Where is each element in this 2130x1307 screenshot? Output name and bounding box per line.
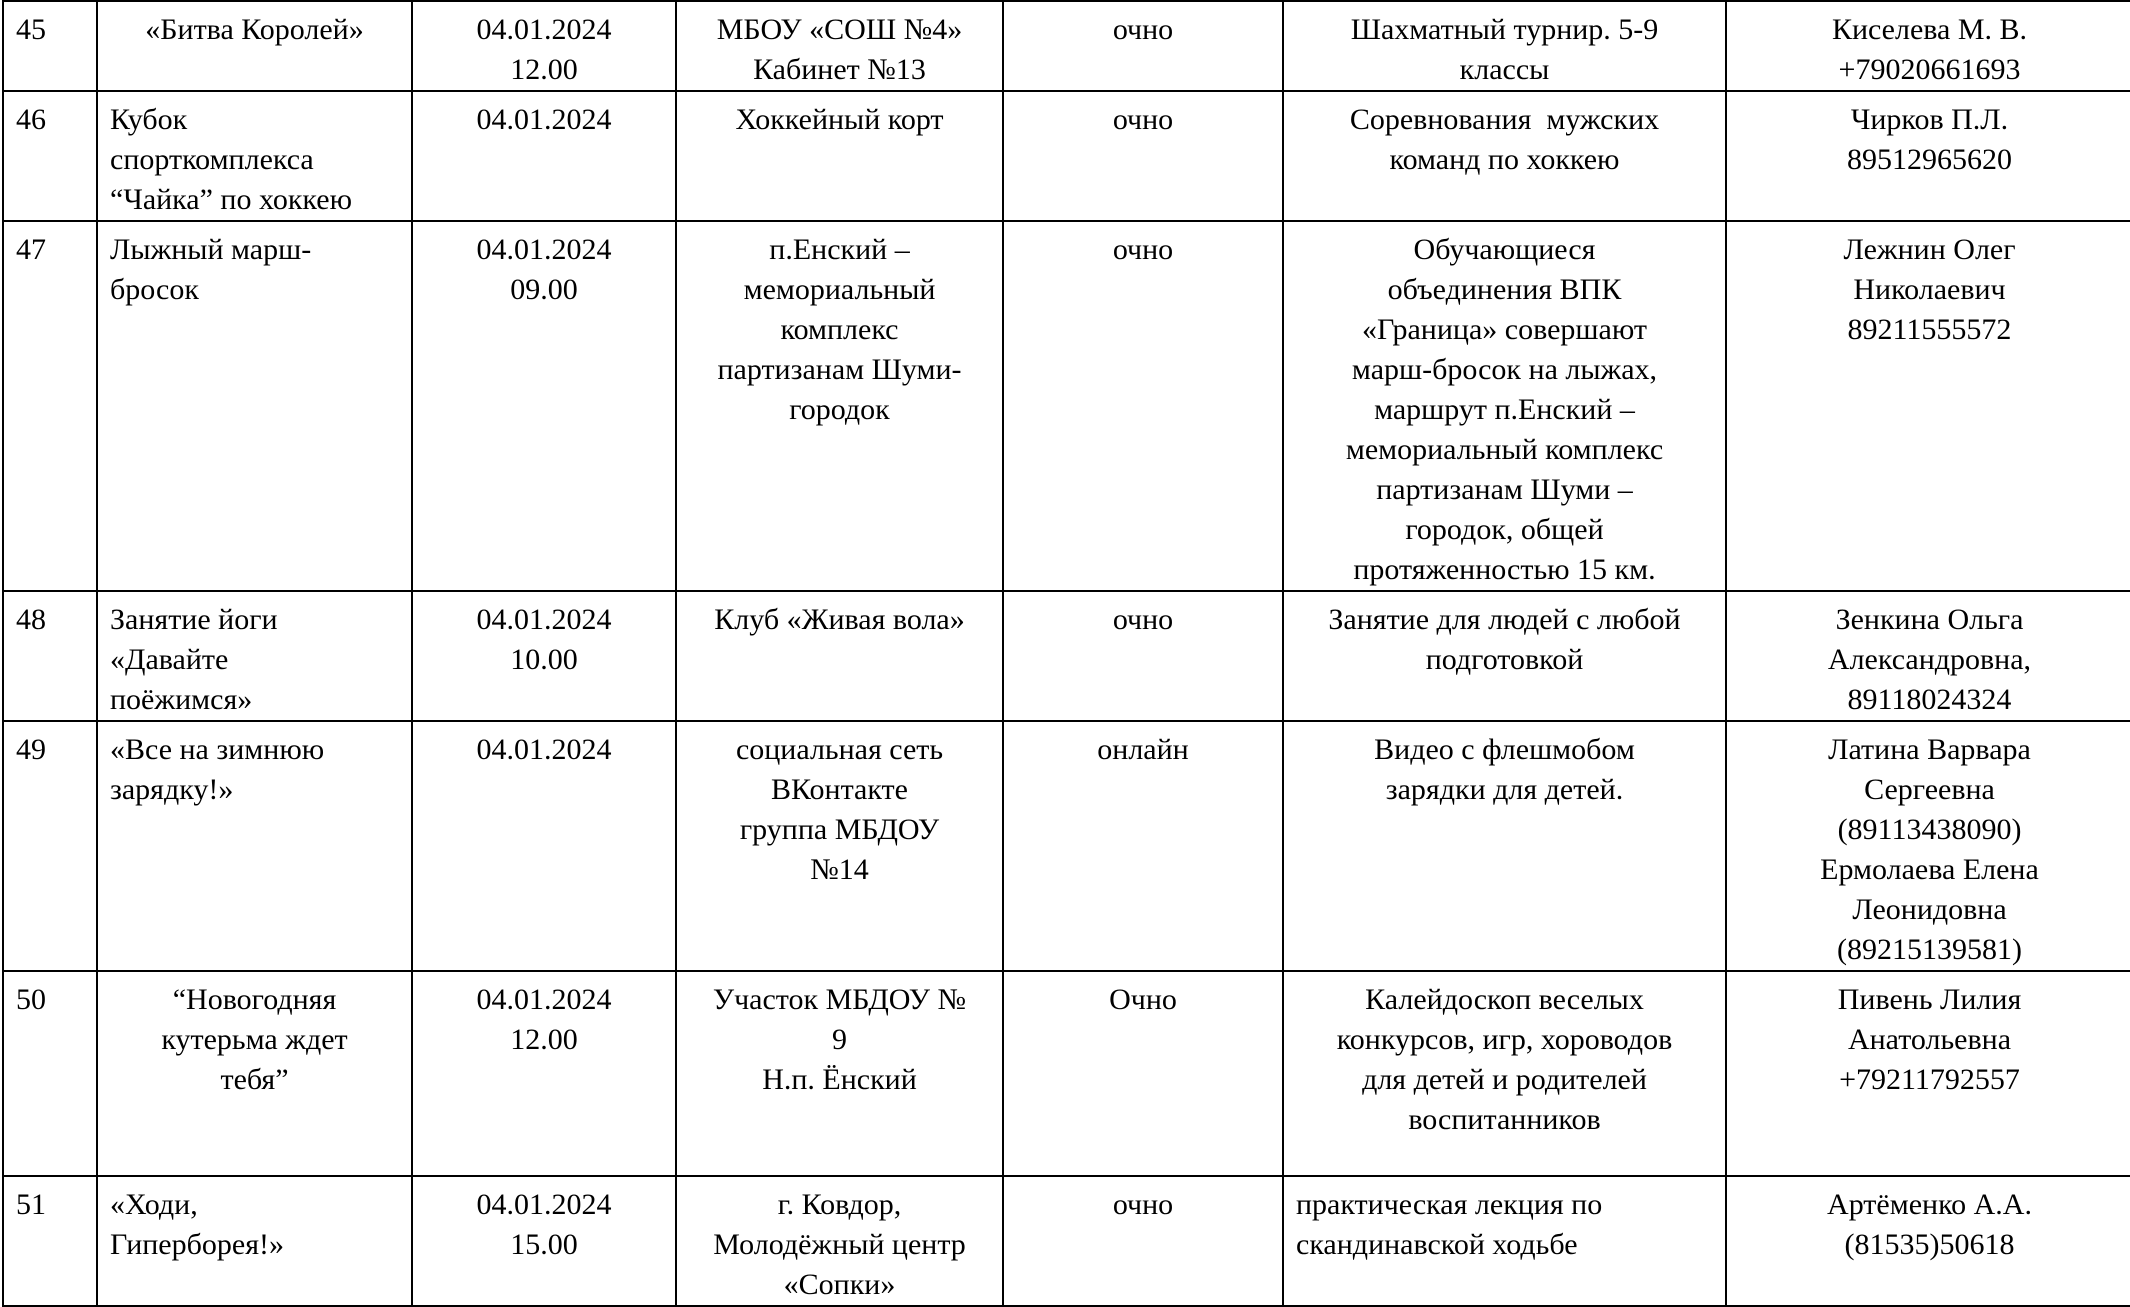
event-name: Кубок спорткомплекса “Чайка” по хоккею xyxy=(97,91,412,221)
event-place: Клуб «Живая вола» xyxy=(676,591,1003,721)
event-name: “Новогодняя кутерьма ждет тебя” xyxy=(97,971,412,1176)
event-date: 04.01.2024 xyxy=(412,721,676,971)
event-place: г. Ковдор, Молодёжный центр «Сопки» xyxy=(676,1176,1003,1306)
event-name: «Битва Королей» xyxy=(97,1,412,91)
event-description: Занятие для людей с любой подготовкой xyxy=(1283,591,1726,721)
table-row xyxy=(3,1176,2130,1306)
event-contact: Артёменко А.А. (81535)50618 xyxy=(1726,1176,2130,1306)
event-date: 04.01.2024 10.00 xyxy=(412,591,676,721)
event-place: социальная сеть ВКонтакте группа МБДОУ №14 xyxy=(676,721,1003,971)
event-number: 47 xyxy=(3,221,97,591)
event-date: 04.01.2024 09.00 xyxy=(412,221,676,591)
event-description: Шахматный турнир. 5-9 классы xyxy=(1283,1,1726,91)
event-date: 04.01.2024 12.00 xyxy=(412,1,676,91)
event-name: «Ходи, Гиперборея!» xyxy=(97,1176,412,1306)
event-place: п.Енский – мемориальный комплекс партизанам Шуми- городок xyxy=(676,221,1003,591)
table-row xyxy=(3,721,2130,971)
event-description: Калейдоскоп веселых конкурсов, игр, хороводов для детей и родителей воспитанников xyxy=(1283,971,1726,1176)
event-description: практическая лекция по скандинавской ходьбе xyxy=(1283,1176,1726,1306)
table-row xyxy=(3,971,2130,1176)
event-description: Видео с флешмобом зарядки для детей. xyxy=(1283,721,1726,971)
event-contact: Пивень Лилия Анатольевна +79211792557 xyxy=(1726,971,2130,1176)
event-format: очно xyxy=(1003,221,1283,591)
event-format: очно xyxy=(1003,91,1283,221)
event-number: 48 xyxy=(3,591,97,721)
table-row xyxy=(3,1,2130,91)
events-table xyxy=(2,0,2130,1307)
table-row xyxy=(3,221,2130,591)
event-contact: Лежнин Олег Николаевич 89211555572 xyxy=(1726,221,2130,591)
event-date: 04.01.2024 xyxy=(412,91,676,221)
event-number: 49 xyxy=(3,721,97,971)
event-number: 51 xyxy=(3,1176,97,1306)
event-format: онлайн xyxy=(1003,721,1283,971)
event-format: Очно xyxy=(1003,971,1283,1176)
event-format: очно xyxy=(1003,1,1283,91)
event-contact: Чирков П.Л. 89512965620 xyxy=(1726,91,2130,221)
table-row xyxy=(3,91,2130,221)
event-number: 50 xyxy=(3,971,97,1176)
event-format: очно xyxy=(1003,591,1283,721)
table-row xyxy=(3,591,2130,721)
event-number: 45 xyxy=(3,1,97,91)
event-contact: Зенкина Ольга Александровна, 89118024324 xyxy=(1726,591,2130,721)
event-place: Участок МБДОУ № 9 Н.п. Ёнский xyxy=(676,971,1003,1176)
event-place: Хоккейный корт xyxy=(676,91,1003,221)
event-place: МБОУ «СОШ №4» Кабинет №13 xyxy=(676,1,1003,91)
event-date: 04.01.2024 15.00 xyxy=(412,1176,676,1306)
event-name: «Все на зимнюю зарядку!» xyxy=(97,721,412,971)
event-contact: Латина Варвара Сергеевна (89113438090) Ермолаева Елена Леонидовна (89215139581) xyxy=(1726,721,2130,971)
event-name: Лыжный марш- бросок xyxy=(97,221,412,591)
event-contact: Киселева М. В. +79020661693 xyxy=(1726,1,2130,91)
event-description: Соревнования мужских команд по хоккею xyxy=(1283,91,1726,221)
event-date: 04.01.2024 12.00 xyxy=(412,971,676,1176)
event-number: 46 xyxy=(3,91,97,221)
event-format: очно xyxy=(1003,1176,1283,1306)
event-description: Обучающиеся объединения ВПК «Граница» совершают марш-бросок на лыжах, маршрут п.Енский – мемориальный комплекс партизанам Шуми – городок, общей протяженностью 15 км. xyxy=(1283,221,1726,591)
event-name: Занятие йоги «Давайте поёжимся» xyxy=(97,591,412,721)
